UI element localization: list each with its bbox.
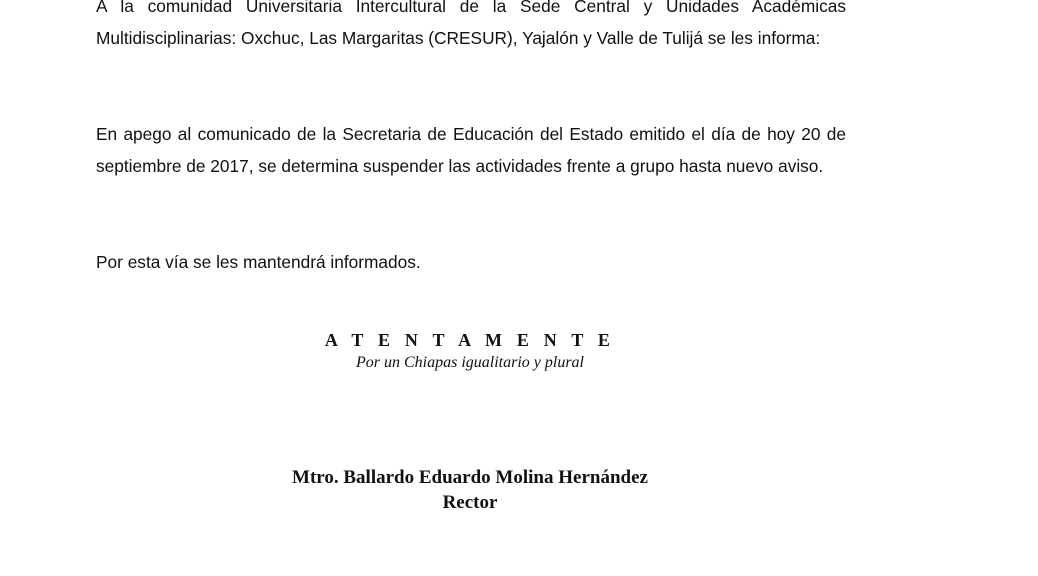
signer-name: Mtro. Ballardo Eduardo Molina Hernández (292, 467, 648, 488)
announcement-paragraph: En apego al comunicado de la Secretaria de Educación del Estado emitido el día de hoy 20 de septiembre de 2017, se determina suspender las actividades frente a grupo hasta nuevo aviso. (96, 124, 846, 176)
greeting-paragraph: A la comunidad Universitaria Intercultural de la Sede Central y Unidades Académicas Multidisciplinarias: Oxchuc, Las Margaritas (CRESUR), Yajalón y Valle de Tulijá se les informa: (96, 0, 846, 48)
closing-salutation: A T E N T A M E N T E (324, 330, 616, 350)
signer-title: Rector (442, 492, 498, 513)
institution-motto: Por un Chiapas igualitario y plural (355, 354, 584, 371)
closing-paragraph: Por esta vía se les mantendrá informados. (96, 252, 421, 272)
